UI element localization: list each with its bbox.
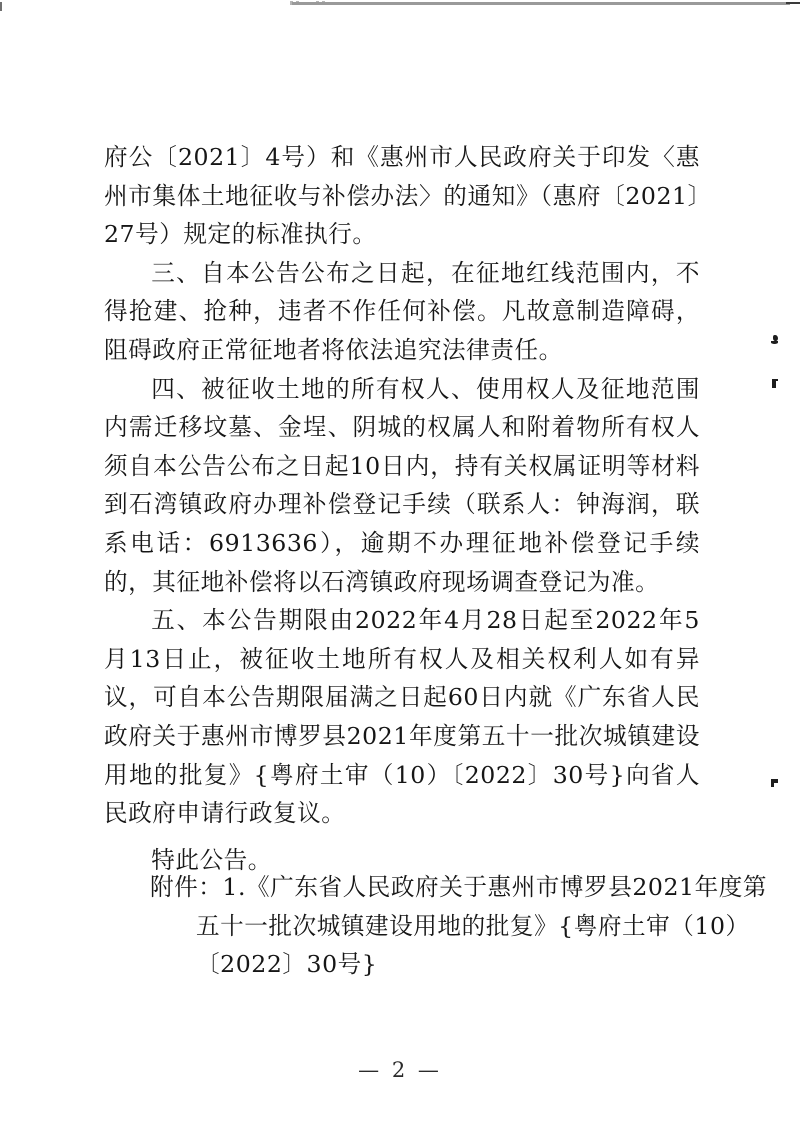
attachment-line-2: 五十一批次城镇建设用地的批复》{粤府土审（10） [196, 911, 750, 940]
paragraph-continued: 府公〔2021〕4号）和《惠州市人民政府关于印发〈惠州市集体土地征收与补偿办法〉的通知》（惠府〔2021〕27号）规定的标准执行。 [104, 143, 700, 249]
scan-speckle-artifact [771, 341, 778, 344]
scan-speckle-artifact [772, 379, 778, 381]
closing-statement: 特此公告。 [151, 845, 272, 874]
paragraph-item-four: 四、被征收土地的所有权人、使用权人及征地范围内需迁移坟墓、金埕、阴城的权属人和附着物所有权人须自本公告公布之日起10日内，持有关权属证明等材料到石湾镇政府办理补偿登记手续（联系人：钟海润，联系电话：6913636），逾期不办理征地补偿登记手续的，其征地补偿将以石湾镇政府现场调查登记为准。 [104, 374, 700, 596]
paragraph-item-five: 五、本公告期限由2022年4月28日起至2022年5月13日止，被征收土地所有权人及相关权利人如有异议，可自本公告期限届满之日起60日内就《广东省人民政府关于惠州市博罗县2021年度第五十一批次城镇建设用地的批复》{粤府土审（10）〔2022〕30号}向省人民政府申请行政复议。 [104, 606, 700, 828]
paragraph-item-three: 三、自本公告公布之日起，在征地红线范围内，不得抢建、抢种，违者不作任何补偿。凡故意制造障碍，阻碍政府正常征地者将依法追究法律责任。 [104, 258, 700, 364]
page-number-footer: — 2 — [358, 1058, 442, 1082]
scan-edge-artifact-top-right [786, 2, 800, 4]
attachment-block [104, 868, 768, 984]
attachment-line-1: 附件：1.《广东省人民政府关于惠州市博罗县2021年度第 [150, 873, 768, 901]
scan-speckle-artifact [772, 380, 776, 388]
scan-edge-artifact-left [0, 2, 2, 11]
attachment-line-3: 〔2022〕30号} [196, 950, 378, 979]
document-body [104, 138, 700, 879]
scan-speckle-artifact [771, 779, 774, 787]
scan-edge-artifact-top [292, 2, 790, 5]
